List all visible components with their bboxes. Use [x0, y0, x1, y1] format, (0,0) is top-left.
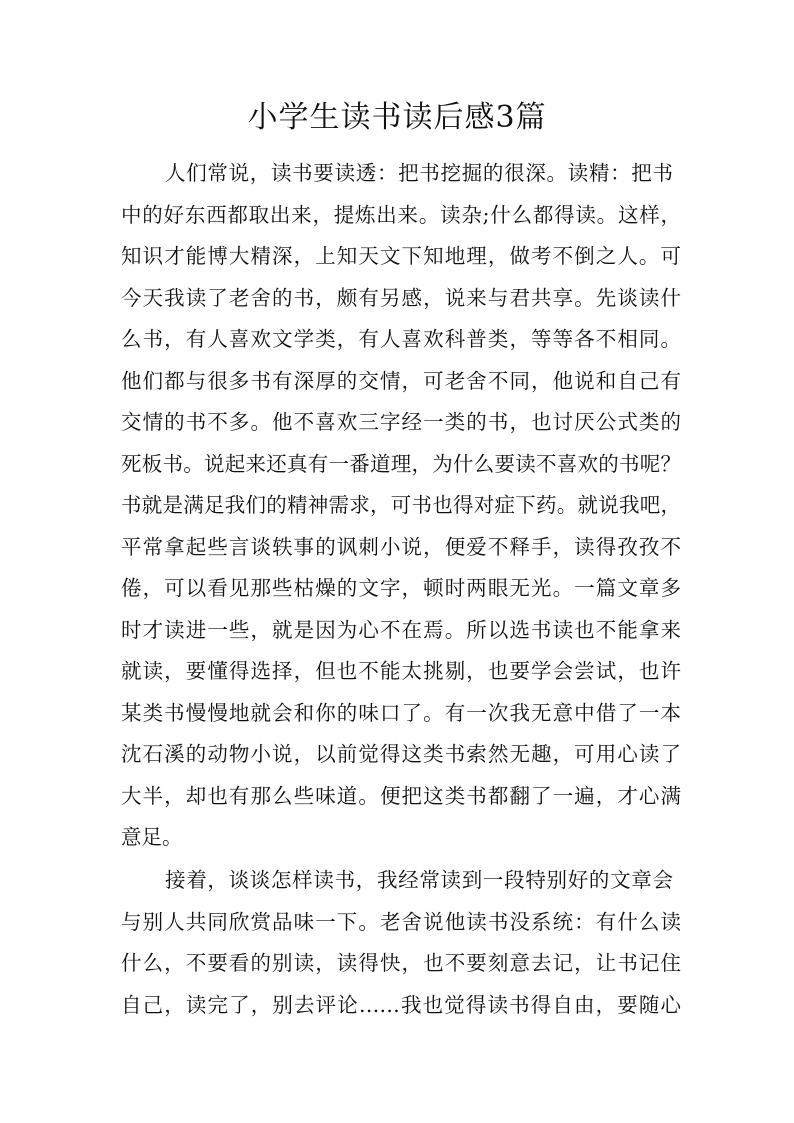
paragraph-line: 人们常说，读书要读透：把书挖掘的很深。读精：把书 — [165, 161, 673, 185]
paragraph-line: 么书，有人喜欢文学类，有人喜欢科普类，等等各不相同。 — [121, 327, 681, 351]
paragraph-line: 大半，却也有那么些味道。便把这类书都翻了一遍，才心满 — [121, 784, 681, 808]
paragraph-line: 意足。 — [121, 825, 183, 849]
paragraph-line: 交情的书不多。他不喜欢三字经一类的书，也讨厌公式类的 — [121, 410, 681, 434]
paragraph-line: 今天我读了老舍的书，颇有另感，说来与君共享。先谈读什 — [121, 286, 681, 310]
paragraph-line: 倦，可以看见那些枯燥的文字，顿时两眼无光。一篇文章多 — [121, 576, 681, 600]
paragraph-line: 沈石溪的动物小说，以前觉得这类书索然无趣，可用心读了 — [121, 742, 681, 766]
paragraph-line: 书就是满足我们的精神需求，可书也得对症下药。就说我吧， — [121, 493, 681, 517]
paragraph-line: 就读，要懂得选择，但也不能太挑剔，也要学会尝试，也许 — [121, 659, 681, 683]
paragraph-line: 死板书。说起来还真有一番道理，为什么要读不喜欢的书呢？ — [121, 452, 681, 476]
paragraph-line: 自己，读完了，别去评论……我也觉得读书得自由，要随心 — [121, 993, 681, 1017]
paragraph-line: 时才读进一些，就是因为心不在焉。所以选书读也不能拿来 — [121, 618, 681, 642]
paragraph-line: 接着，谈谈怎样读书，我经常读到一段特别好的文章会 — [165, 868, 673, 892]
document-title: 小学生读书读后感3篇 — [247, 100, 547, 135]
paragraph-line: 什么，不要看的别读，读得快，也不要刻意去记，让书记住 — [121, 951, 681, 975]
paragraph-line: 与别人共同欣赏品味一下。老舍说他读书没系统：有什么读 — [121, 910, 681, 934]
paragraph-line: 某类书慢慢地就会和你的味口了。有一次我无意中借了一本 — [121, 701, 681, 725]
paragraph-line: 平常拿起些言谈轶事的讽刺小说，便爱不释手，读得孜孜不 — [121, 535, 681, 559]
paragraph-line: 知识才能博大精深，上知天文下知地理，做考不倒之人。可 — [121, 244, 681, 268]
paragraph-line: 他们都与很多书有深厚的交情，可老舍不同，他说和自己有 — [121, 369, 681, 393]
paragraph-line: 中的好东西都取出来，提炼出来。读杂;什么都得读。这样， — [121, 203, 681, 227]
